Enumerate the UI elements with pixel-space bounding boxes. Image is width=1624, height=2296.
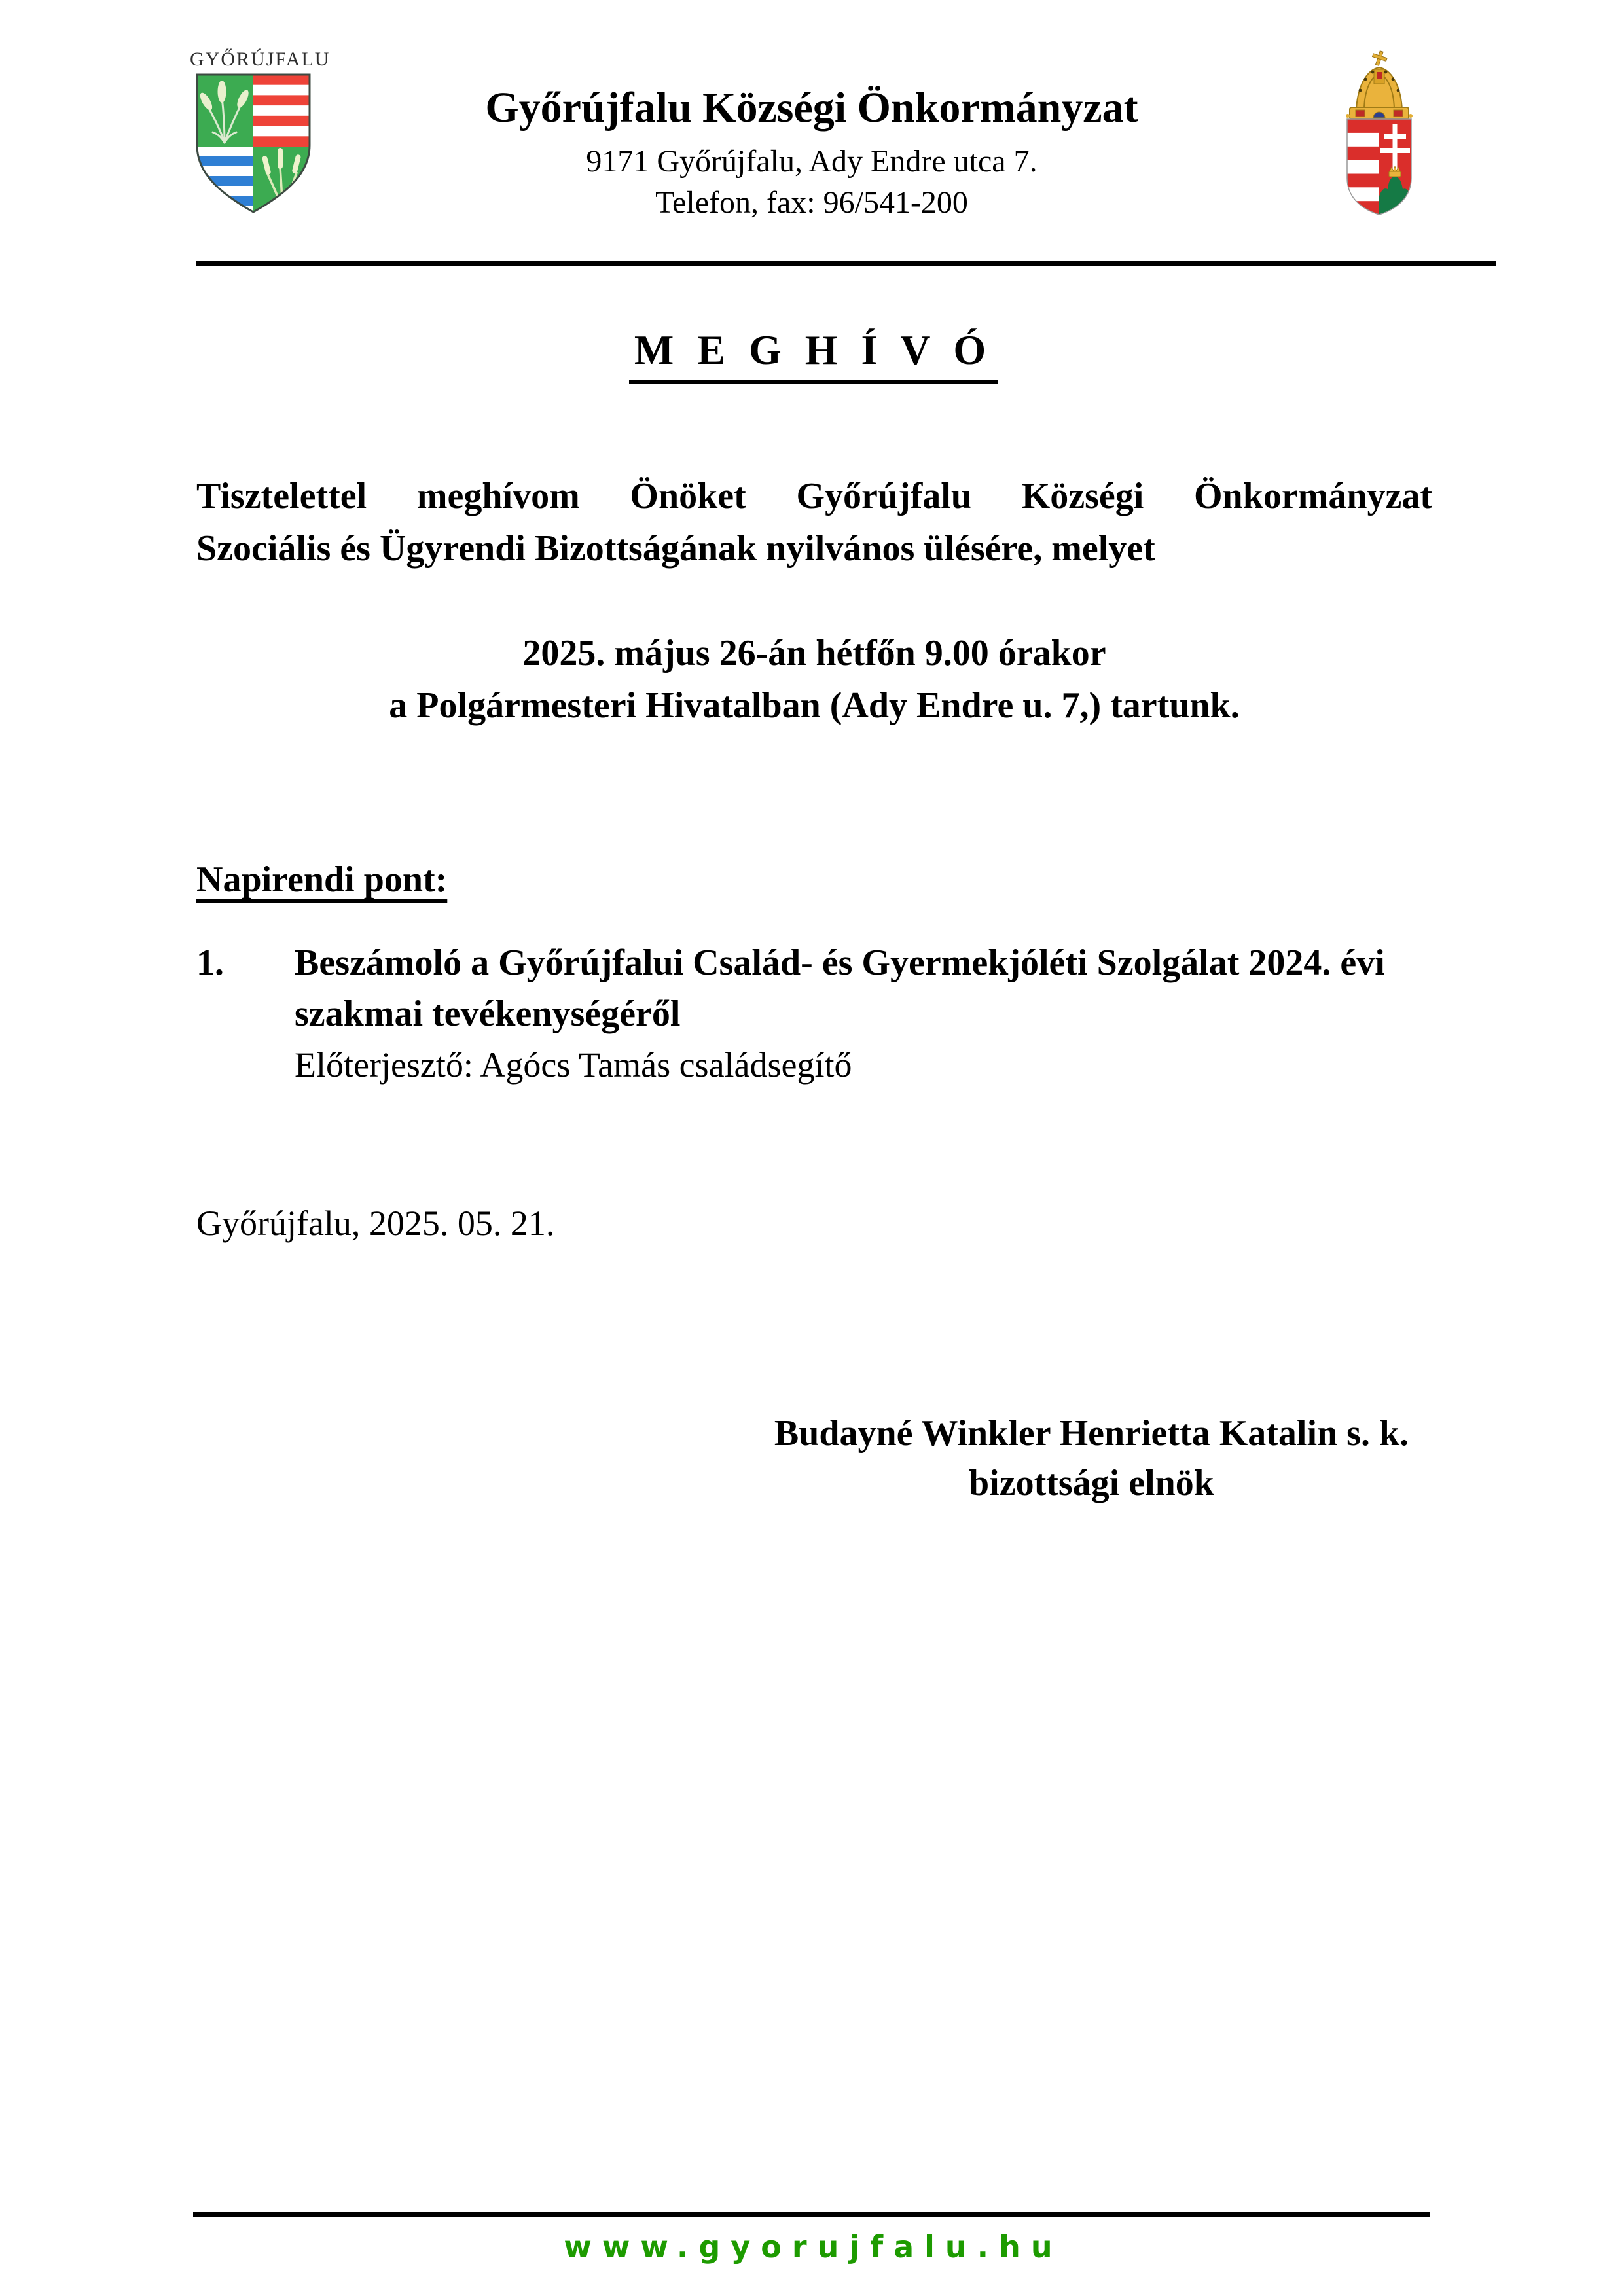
intro-paragraph	[196, 470, 1432, 575]
document-dateline: Győrújfalu, 2025. 05. 21.	[196, 1204, 555, 1243]
footer-divider	[193, 2212, 1430, 2217]
organization-name: Győrújfalu Községi Önkormányzat	[485, 84, 1138, 132]
signature-title: bizottsági elnök	[969, 1463, 1214, 1503]
hungary-coat-of-arms-icon	[1337, 50, 1422, 220]
agenda-item-presenter: Előterjesztő: Agócs Tamás családsegítő	[295, 1045, 852, 1085]
agenda-heading: Napirendi pont:	[196, 859, 448, 900]
footer-website-url: www.gyorujfalu.hu	[564, 2229, 1063, 2265]
signature-block	[749, 1408, 1434, 1508]
meeting-location: a Polgármesteri Hivatalban (Ady Endre u. 7,) tartunk.	[389, 685, 1240, 726]
letterhead	[367, 85, 1257, 221]
meeting-datetime: 2025. május 26-án hétfőn 9.00 órakor	[522, 633, 1106, 673]
village-crest-label: GYŐRÚJFALU	[190, 48, 331, 70]
agenda-item-number: 1.	[196, 942, 224, 983]
document-title: M E G H Í V Ó	[629, 326, 998, 384]
signature-name: Budayné Winkler Henrietta Katalin s. k.	[774, 1413, 1409, 1454]
document-title-row	[196, 326, 1430, 384]
agenda-item-text	[295, 937, 1434, 1090]
organization-phone: Telefon, fax: 96/541-200	[655, 185, 968, 221]
intro-line-2: Szociális és Ügyrendi Bizottságának nyilvános ülésére, melyet	[196, 528, 1155, 569]
village-crest	[190, 48, 331, 213]
hungary-coat-of-arms	[1337, 50, 1422, 220]
agenda-item	[196, 937, 1434, 1090]
intro-line-1: Tisztelettel meghívom Önöket Győrújfalu Községi Önkormányzat	[196, 476, 1432, 516]
header-divider	[196, 261, 1496, 266]
gyorujfalu-crest-icon	[190, 73, 316, 213]
agenda-item-title: Beszámoló a Győrújfalui Család- és Gyermekjóléti Szolgálat 2024. évi szakmai tevékenységéről	[295, 942, 1385, 1034]
meeting-datetime-block	[196, 627, 1432, 732]
organization-address: 9171 Győrújfalu, Ady Endre utca 7.	[586, 144, 1038, 179]
